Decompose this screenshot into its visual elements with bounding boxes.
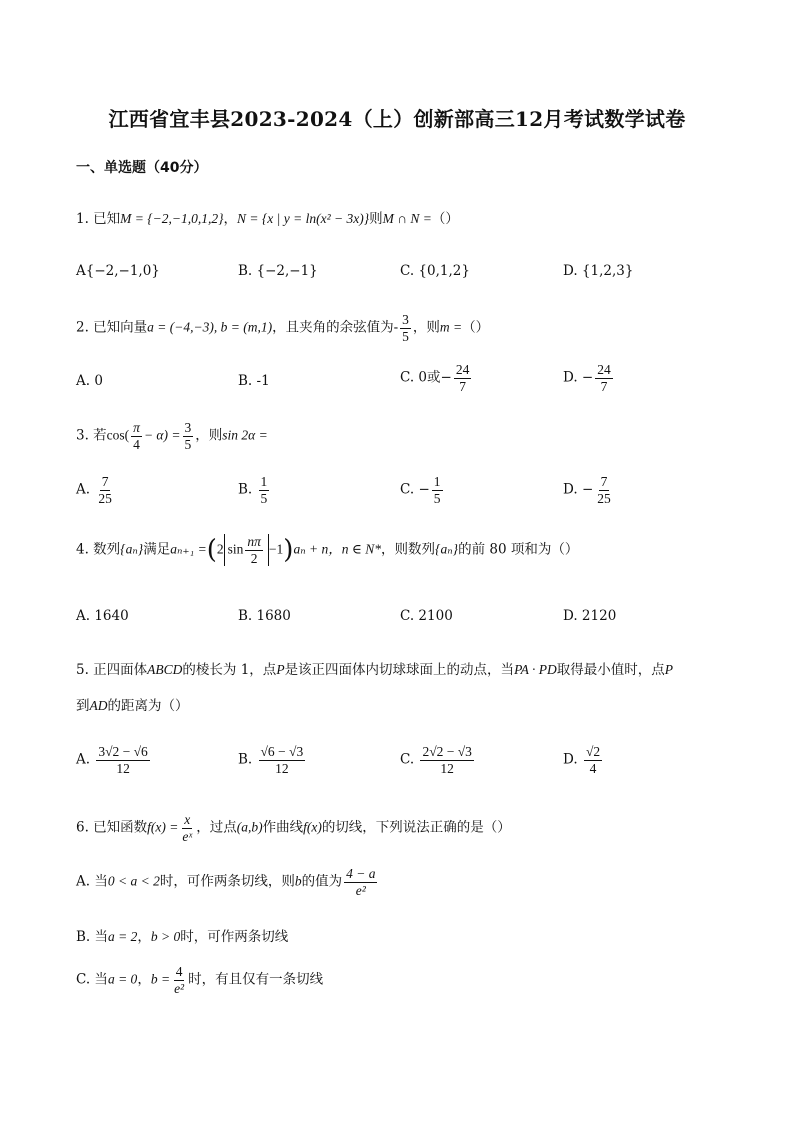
fraction: $\frac{1}{5}$ xyxy=(433,474,441,506)
q2-option-c: C. 0或− $\frac{24}{7}$ xyxy=(400,362,470,394)
q3-option-a: A. $\frac{7}{25}$ xyxy=(76,474,112,506)
fraction: $\frac{1}{5}$ xyxy=(260,474,268,506)
fraction: $\frac{7}{25}$ xyxy=(98,474,112,506)
q5-option-c: C. $\frac{2√2 - √3}{12}$ xyxy=(400,744,472,776)
fraction: $\frac{n\pi}{2}$ xyxy=(247,534,261,566)
q1-option-d: D. {1,2,3} xyxy=(563,263,634,279)
fraction: $\frac{24}{7}$ xyxy=(597,362,611,394)
q4-option-b: B. 1680 xyxy=(238,608,291,624)
q3-option-d: D. − $\frac{7}{25}$ xyxy=(563,474,611,506)
q2-option-b: B. -1 xyxy=(238,373,270,389)
fraction: $\frac{√6 - √3}{12}$ xyxy=(260,744,304,776)
question-1: 1. 已知M = {−2,−1,0,1,2}，N = {x | y = ln(x² − 3x)}则M ∩ N =（） xyxy=(76,211,459,227)
q3-option-b: B. $\frac{1}{5}$ xyxy=(238,474,268,506)
question-2: 2. 已知向量a = (−4,−3), b = (m,1)，且夹角的余弦值为- $\frac{3}{5}$ ，则m =（） xyxy=(76,312,490,344)
fraction: $\frac{3}{5}$ xyxy=(184,420,192,452)
fraction: $\frac{\pi}{4}$ xyxy=(133,420,140,452)
fraction: $\frac{4}{\text{e²}}$ xyxy=(174,964,185,996)
q4-option-c: C. 2100 xyxy=(400,608,453,624)
q2-option-d: D. − $\frac{24}{7}$ xyxy=(563,362,611,394)
section-heading: 一、单选题（40分） xyxy=(76,160,208,176)
fraction: $\frac{24}{7}$ xyxy=(455,362,470,394)
q4-option-d: D. 2120 xyxy=(563,608,617,624)
fraction: $\frac{3√2 - √6}{12}$ xyxy=(98,744,148,776)
exam-title: 江西省宜丰县2023-2024（上）创新部高三12月考试数学试卷 xyxy=(108,107,686,131)
fraction: $\frac{√2}{4}$ xyxy=(585,744,601,776)
q4-option-a: A. 1640 xyxy=(76,608,129,624)
q1-option-a: A{−2,−1,0} xyxy=(76,263,160,279)
q2-option-a: A. 0 xyxy=(76,373,103,389)
question-6: 6. 已知函数f(x) = $\frac{x}{\text{eˣ}}$ ，过点(a,b)作曲线f(x)的切线，下列说法正确的是（） xyxy=(76,812,511,844)
question-4: 4. 数列{aₙ}满足aₙ₊₁ =(2 sin $\frac{n\pi}{2}$ −1)aₙ + n，n ∈ N*，则数列{aₙ}的前 80 项和为（） xyxy=(76,534,579,566)
question-5-line-1: 5. 正四面体ABCD的棱长为 1，点P是该正四面体内切球球面上的动点，当PA · PD取得最小值时，点P xyxy=(76,662,673,678)
fraction: $\frac{4 - a}{\text{e²}}$ xyxy=(346,866,376,898)
fraction: $\frac{7}{25}$ xyxy=(597,474,611,506)
q1-option-b: B. {−2,−1} xyxy=(238,263,318,279)
q5-option-b: B. $\frac{√6 - √3}{12}$ xyxy=(238,744,304,776)
q6-option-a: A. 当0 < a < 2时，可作两条切线，则b的值为 $\frac{4 - a}{\text{e²}}$ xyxy=(76,866,376,898)
fraction: $\frac{2√2 - √3}{12}$ xyxy=(422,744,472,776)
q6-option-b: B. 当a = 2，b > 0时，可作两条切线 xyxy=(76,929,289,945)
q5-option-d: D. $\frac{√2}{4}$ xyxy=(563,744,601,776)
question-3: 3. 若cos( $\frac{\pi}{4}$ − α) = $\frac{3}{5}$ ，则sin 2α = xyxy=(76,420,268,452)
question-5-line-2: 到AD的距离为（） xyxy=(76,698,189,714)
left-paren: ( xyxy=(206,535,217,566)
right-paren: ) xyxy=(283,535,294,566)
fraction: $\frac{3}{5}$ xyxy=(402,312,409,344)
fraction: $\frac{x}{\text{eˣ}}$ xyxy=(182,812,193,844)
absolute-value: sin $\frac{n\pi}{2}$ xyxy=(224,534,269,566)
q5-option-a: A. $\frac{3√2 - √6}{12}$ xyxy=(76,744,148,776)
q3-option-c: C. − $\frac{1}{5}$ xyxy=(400,474,441,506)
q6-option-c: C. 当a = 0，b = $\frac{4}{\text{e²}}$ 时，有且仅有一条切线 xyxy=(76,964,324,996)
q1-option-c: C. {0,1,2} xyxy=(400,263,470,279)
